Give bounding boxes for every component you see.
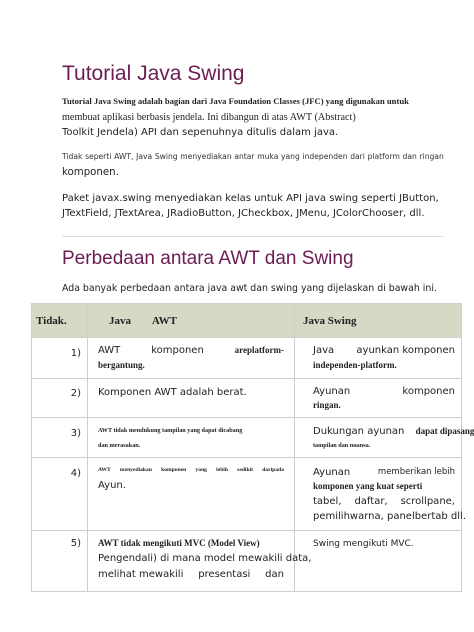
row-number: 4) xyxy=(32,458,88,531)
page-title: Tutorial Java Swing xyxy=(62,62,245,85)
word: dan xyxy=(402,152,417,161)
table-header-row xyxy=(32,304,462,338)
table-row xyxy=(32,418,462,458)
intro-line-3: Toolkit Jendela) API dan sepenuhnya ditulis dalam java. xyxy=(62,127,339,138)
row-number: 5) xyxy=(32,531,88,592)
word: seperti xyxy=(85,152,112,161)
awt-cell: AWT tidak mengikuti MVC (Model View) Pengendali) di mana model mewakili data, melihat mewakili presentasi dan xyxy=(88,531,295,592)
word: independen xyxy=(302,152,348,161)
word: Java xyxy=(136,152,153,161)
awt-cell: AWT menyediakan komponen yang lebih sedikit daripada Ayun. xyxy=(88,458,295,531)
awt-cell: Komponen AWT adalah berat. xyxy=(88,379,295,418)
awt-cell: AWT komponen areplatform- bergantung. xyxy=(88,338,295,379)
swing-cell: Java ayunkan komponen independen-platform. xyxy=(295,338,462,379)
word: yang xyxy=(281,152,300,161)
word: Swing xyxy=(154,152,178,161)
swing-cell: Swing mengikuti MVC. xyxy=(295,531,462,592)
awt-cell: AWT tidak mendukung tampilan yang dapat dicabang dan merasakan. xyxy=(88,418,295,458)
word: platform xyxy=(367,152,400,161)
intro-line-2: membuat aplikasi berbasis jendela. Ini dibangun di atas AWT (Abstract) xyxy=(62,112,356,123)
word: muka xyxy=(257,152,279,161)
header-no: Tidak. xyxy=(32,304,88,338)
section-divider xyxy=(62,236,444,237)
word: menyediakan xyxy=(180,152,232,161)
swing-cell: Ayunan memberikan lebih komponen yang kuat seperti tabel, daftar, scrollpane, pemilihwarna, panelbertab dll. xyxy=(295,458,462,531)
row-number: 1) xyxy=(32,338,88,379)
table-row xyxy=(32,379,462,418)
table-row xyxy=(32,338,462,379)
word: Tidak xyxy=(62,152,83,161)
swing-cell: Ayunan komponen ringan. xyxy=(295,379,462,418)
intro-line-6: Paket javax.swing menyediakan kelas untuk API java swing seperti JButton, xyxy=(62,193,439,204)
intro-line-5: komponen. xyxy=(62,167,119,178)
intro-line-7: JTextField, JTextArea, JRadioButton, JCheckbox, JMenu, JColorChooser, dll. xyxy=(62,208,425,219)
word: antar xyxy=(234,152,255,161)
word: ringan xyxy=(419,152,444,161)
word: AWT, xyxy=(114,152,134,161)
swing-cell: Dukungan ayunan dapat dipasang tampilan dan nuansa. xyxy=(295,418,462,458)
section-title: Perbedaan antara AWT dan Swing xyxy=(62,248,354,269)
intro-line-4 xyxy=(62,152,444,161)
section-lead: Ada banyak perbedaan antara java awt dan swing yang dijelaskan di bawah ini. xyxy=(62,283,437,294)
word: dari xyxy=(350,152,365,161)
header-awt: Java AWT xyxy=(88,304,295,338)
table-row xyxy=(32,458,462,531)
header-swing: Java Swing xyxy=(295,304,462,338)
intro-line-1: Tutorial Java Swing adalah bagian dari Java Foundation Classes (JFC) yang digunakan untuk xyxy=(62,96,409,106)
row-number: 2) xyxy=(32,379,88,418)
row-number: 3) xyxy=(32,418,88,458)
comparison-table xyxy=(31,303,474,592)
table-row xyxy=(32,531,462,592)
